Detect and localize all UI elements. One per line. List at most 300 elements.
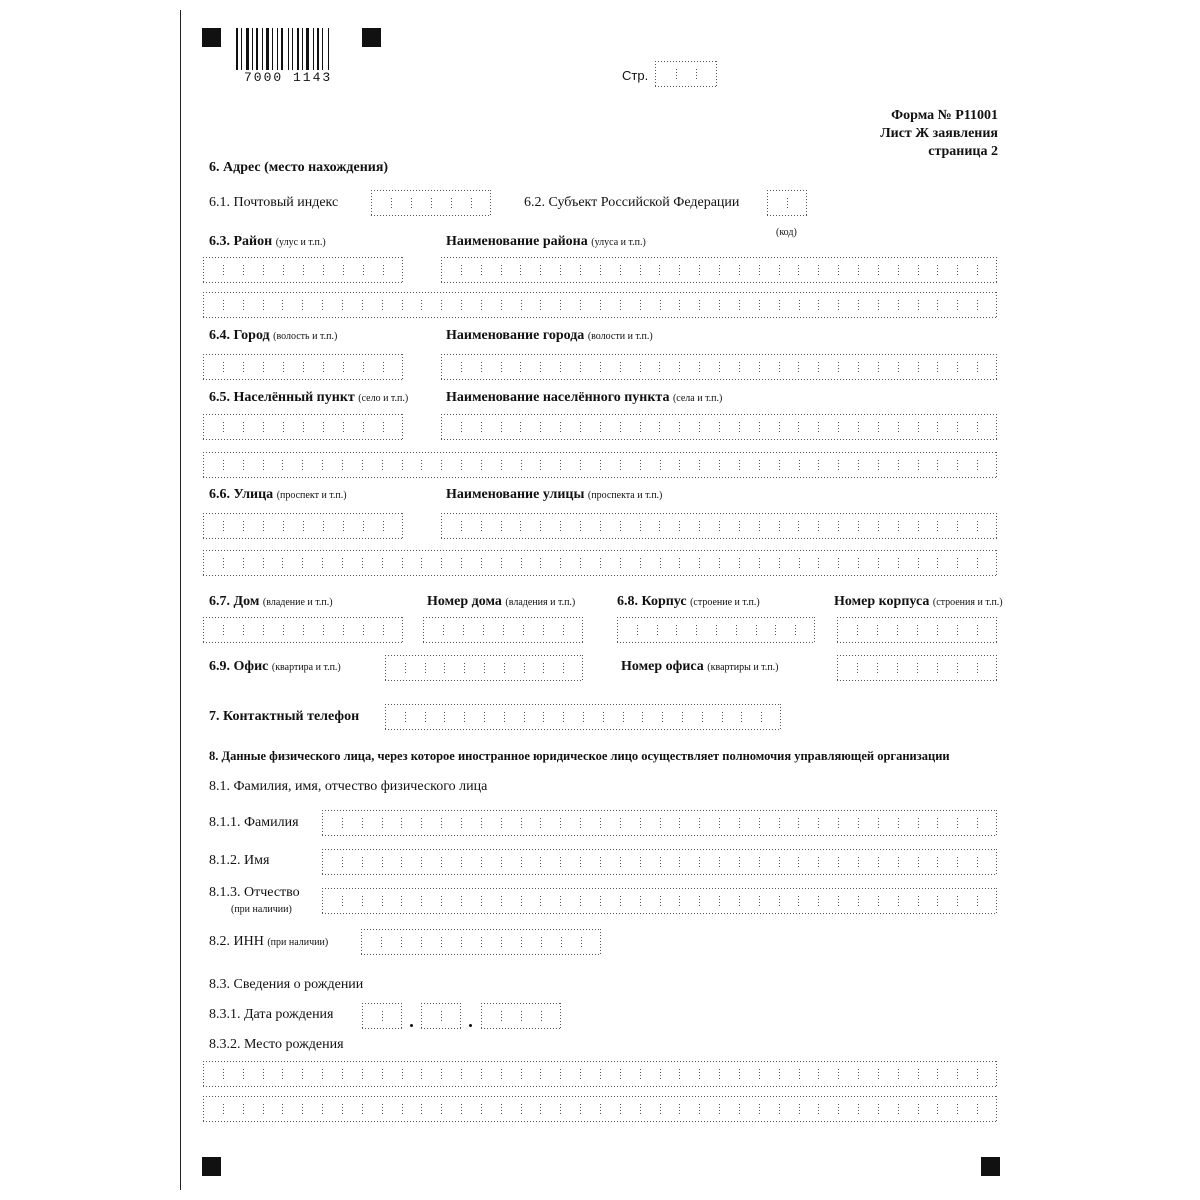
cell-divider — [779, 422, 780, 432]
cell-divider — [563, 663, 564, 673]
cell-divider — [382, 558, 383, 568]
district-type-field[interactable] — [203, 257, 403, 283]
cell-divider — [799, 460, 800, 470]
cell-divider — [679, 857, 680, 867]
cell-divider — [263, 1104, 264, 1114]
cell-divider — [461, 422, 462, 432]
cell-divider — [798, 818, 799, 828]
section-6-title: 6. Адрес (место нахождения) — [209, 160, 389, 175]
house-type-field[interactable] — [203, 617, 403, 643]
cell-divider — [461, 937, 462, 947]
building-type-field[interactable] — [617, 617, 815, 643]
cell-divider — [775, 625, 776, 635]
cell-divider — [560, 265, 561, 275]
cell-divider — [501, 460, 502, 470]
patronymic-field[interactable] — [322, 888, 997, 914]
cell-divider — [421, 896, 422, 906]
inn-field[interactable] — [361, 929, 601, 955]
cell-divider — [977, 362, 978, 372]
cell-divider — [322, 1104, 323, 1114]
cell-divider — [580, 460, 581, 470]
settlement-name-field-1[interactable] — [441, 414, 997, 440]
cell-divider — [878, 1104, 879, 1114]
cell-divider — [243, 521, 244, 531]
cell-divider — [263, 1069, 264, 1079]
building-label-text: 6.8. Корпус — [617, 594, 687, 609]
barcode-bar — [252, 28, 253, 70]
patronymic-note: (при наличии) — [231, 904, 292, 915]
cell-divider — [580, 1104, 581, 1114]
surname-label: 8.1.1. Фамилия — [209, 815, 299, 830]
cell-divider — [603, 712, 604, 722]
cell-divider — [421, 857, 422, 867]
cell-divider — [838, 896, 839, 906]
cell-divider — [957, 1104, 958, 1114]
cell-divider — [878, 362, 879, 372]
cell-divider — [858, 300, 859, 310]
cell-divider — [719, 362, 720, 372]
cell-divider — [521, 818, 522, 828]
section-8-title: 8. Данные физического лица, через которое иностранное юридическое лицо осуществляет полномочия управляющей организации — [209, 749, 950, 763]
cell-divider — [759, 1104, 760, 1114]
cell-divider — [540, 1069, 541, 1079]
barcode-bar — [256, 28, 258, 70]
cell-divider — [696, 625, 697, 635]
cell-divider — [642, 712, 643, 722]
cell-divider — [858, 558, 859, 568]
cell-divider — [243, 1104, 244, 1114]
district-name-field-2[interactable] — [203, 292, 997, 318]
cell-divider — [858, 1069, 859, 1079]
cell-divider — [878, 265, 879, 275]
cell-divider — [461, 1104, 462, 1114]
cell-divider — [501, 362, 502, 372]
cell-divider — [676, 625, 677, 635]
cell-divider — [878, 558, 879, 568]
cell-divider — [957, 896, 958, 906]
registration-marker-bottom-left — [202, 1157, 221, 1176]
cell-divider — [464, 712, 465, 722]
cell-divider — [580, 521, 581, 531]
cell-divider — [857, 663, 858, 673]
barcode-bar — [328, 28, 329, 70]
cell-divider — [391, 198, 392, 208]
cell-divider — [401, 896, 402, 906]
phone-label: 7. Контактный телефон — [209, 709, 360, 724]
cell-divider — [383, 422, 384, 432]
cell-divider — [282, 558, 283, 568]
cell-divider — [223, 460, 224, 470]
cell-divider — [719, 1069, 720, 1079]
cell-divider — [401, 937, 402, 947]
cell-divider — [898, 896, 899, 906]
cell-divider — [263, 362, 264, 372]
cell-divider — [739, 857, 740, 867]
cell-divider — [798, 857, 799, 867]
cell-divider — [382, 818, 383, 828]
cell-divider — [481, 362, 482, 372]
cell-divider — [600, 265, 601, 275]
cell-divider — [382, 1011, 383, 1021]
cell-divider — [838, 857, 839, 867]
cell-divider — [540, 818, 541, 828]
cell-divider — [283, 362, 284, 372]
cell-divider — [878, 1069, 879, 1079]
cell-divider — [421, 558, 422, 568]
barcode-bar — [281, 28, 283, 70]
cell-divider — [600, 422, 601, 432]
cell-divider — [580, 896, 581, 906]
cell-divider — [441, 1104, 442, 1114]
cell-divider — [779, 896, 780, 906]
cell-divider — [283, 625, 284, 635]
cell-divider — [342, 1104, 343, 1114]
street-type-field[interactable] — [203, 513, 403, 539]
cell-divider — [659, 422, 660, 432]
cell-divider — [798, 521, 799, 531]
cell-divider — [583, 712, 584, 722]
cell-divider — [263, 625, 264, 635]
cell-divider — [540, 422, 541, 432]
building-note: (строение и т.п.) — [690, 597, 760, 608]
cell-divider — [363, 625, 364, 635]
cell-divider — [977, 1104, 978, 1114]
cell-divider — [659, 362, 660, 372]
cell-divider — [580, 857, 581, 867]
page-margin-line — [180, 10, 181, 1190]
cell-divider — [977, 818, 978, 828]
cell-divider — [521, 460, 522, 470]
district-name-field-1[interactable] — [441, 257, 997, 283]
cell-divider — [501, 1069, 502, 1079]
cell-divider — [600, 857, 601, 867]
first-name-field[interactable] — [322, 849, 997, 875]
cell-divider — [779, 265, 780, 275]
cell-divider — [719, 857, 720, 867]
cell-divider — [362, 300, 363, 310]
birth-date-label: 8.3.1. Дата рождения — [209, 1007, 334, 1022]
cell-divider — [759, 558, 760, 568]
cell-divider — [699, 521, 700, 531]
cell-divider — [620, 362, 621, 372]
cell-divider — [977, 857, 978, 867]
house-label — [209, 594, 333, 611]
city-name-label — [446, 328, 653, 345]
cell-divider — [620, 300, 621, 310]
cell-divider — [283, 265, 284, 275]
cell-divider — [858, 265, 859, 275]
cell-divider — [918, 896, 919, 906]
cell-divider — [682, 712, 683, 722]
office-number-field[interactable] — [837, 655, 997, 681]
settlement-name-text: Наименование населённого пункта — [446, 390, 670, 405]
birth-place-field-1[interactable] — [203, 1061, 997, 1087]
street-name-field-2[interactable] — [203, 550, 997, 576]
cell-divider — [640, 558, 641, 568]
cell-divider — [540, 1104, 541, 1114]
cell-divider — [323, 362, 324, 372]
cell-divider — [659, 521, 660, 531]
cell-divider — [679, 896, 680, 906]
cell-divider — [878, 300, 879, 310]
cell-divider — [722, 712, 723, 722]
cell-divider — [441, 857, 442, 867]
cell-divider — [660, 1069, 661, 1079]
cell-divider — [818, 1069, 819, 1079]
office-label — [209, 659, 341, 676]
cell-divider — [382, 896, 383, 906]
cell-divider — [937, 558, 938, 568]
cell-divider — [600, 818, 601, 828]
cell-divider — [540, 896, 541, 906]
settlement-label — [209, 390, 408, 407]
street-name-field-1[interactable] — [441, 513, 997, 539]
registration-marker-top-left — [202, 28, 221, 47]
cell-divider — [898, 422, 899, 432]
cell-divider — [223, 521, 224, 531]
cell-divider — [600, 1069, 601, 1079]
cell-divider — [917, 625, 918, 635]
cell-divider — [957, 1069, 958, 1079]
cell-divider — [699, 818, 700, 828]
cell-divider — [779, 558, 780, 568]
cell-divider — [441, 1011, 442, 1021]
cell-divider — [540, 857, 541, 867]
cell-divider — [937, 1069, 938, 1079]
cell-divider — [401, 818, 402, 828]
cell-divider — [937, 460, 938, 470]
cell-divider — [857, 625, 858, 635]
cell-divider — [441, 896, 442, 906]
cell-divider — [441, 818, 442, 828]
cell-divider — [739, 265, 740, 275]
cell-divider — [342, 558, 343, 568]
cell-divider — [918, 1104, 919, 1114]
cell-divider — [858, 896, 859, 906]
cell-divider — [719, 1104, 720, 1114]
cell-divider — [620, 558, 621, 568]
cell-divider — [363, 422, 364, 432]
cell-divider — [451, 198, 452, 208]
cell-divider — [898, 558, 899, 568]
barcode-bar — [297, 28, 299, 70]
cell-divider — [223, 1104, 224, 1114]
cell-divider — [620, 521, 621, 531]
cell-divider — [898, 818, 899, 828]
patronymic-label: 8.1.3. Отчество — [209, 885, 300, 900]
settlement-name-field-2[interactable] — [203, 452, 997, 478]
cell-divider — [957, 857, 958, 867]
cell-divider — [342, 896, 343, 906]
cell-divider — [937, 300, 938, 310]
office-label-text: 6.9. Офис — [209, 659, 269, 674]
birth-day-field[interactable] — [362, 1003, 402, 1029]
cell-divider — [600, 896, 601, 906]
cell-divider — [322, 558, 323, 568]
cell-divider — [362, 460, 363, 470]
cell-divider — [739, 896, 740, 906]
cell-divider — [521, 558, 522, 568]
settlement-type-field[interactable] — [203, 414, 403, 440]
cell-divider — [679, 422, 680, 432]
cell-divider — [719, 896, 720, 906]
cell-divider — [977, 558, 978, 568]
phone-field[interactable] — [385, 704, 781, 730]
page-number-field[interactable] — [655, 61, 717, 87]
city-name-field[interactable] — [441, 354, 997, 380]
cell-divider — [818, 422, 819, 432]
cell-divider — [759, 300, 760, 310]
city-note: (волость и т.п.) — [273, 331, 338, 342]
cell-divider — [937, 265, 938, 275]
cell-divider — [878, 460, 879, 470]
inn-label-text: 8.2. ИНН — [209, 934, 264, 949]
cell-divider — [877, 625, 878, 635]
cell-divider — [481, 857, 482, 867]
cell-divider — [481, 265, 482, 275]
cell-divider — [878, 896, 879, 906]
cell-divider — [560, 460, 561, 470]
cell-divider — [640, 857, 641, 867]
street-label-text: 6.6. Улица — [209, 487, 274, 502]
cell-divider — [699, 857, 700, 867]
office-type-field[interactable] — [385, 655, 583, 681]
house-number-field[interactable] — [423, 617, 583, 643]
cell-divider — [302, 1104, 303, 1114]
fio-heading: 8.1. Фамилия, имя, отчество физического лица — [209, 779, 488, 794]
cell-divider — [402, 1104, 403, 1114]
cell-divider — [431, 198, 432, 208]
cell-divider — [779, 1069, 780, 1079]
cell-divider — [263, 300, 264, 310]
cell-divider — [620, 1104, 621, 1114]
cell-divider — [957, 265, 958, 275]
cell-divider — [441, 1069, 442, 1079]
cell-divider — [699, 1069, 700, 1079]
federal-subject-label: 6.2. Субъект Российской Федерации — [524, 195, 740, 210]
cell-divider — [223, 265, 224, 275]
cell-divider — [957, 625, 958, 635]
cell-divider — [243, 422, 244, 432]
cell-divider — [263, 265, 264, 275]
cell-divider — [540, 521, 541, 531]
cell-divider — [581, 937, 582, 947]
cell-divider — [282, 460, 283, 470]
cell-divider — [541, 1011, 542, 1021]
building-number-field[interactable] — [837, 617, 997, 643]
cell-divider — [679, 362, 680, 372]
district-name-label — [446, 234, 646, 251]
cell-divider — [243, 625, 244, 635]
cell-divider — [401, 857, 402, 867]
birth-place-field-2[interactable] — [203, 1096, 997, 1122]
cell-divider — [957, 558, 958, 568]
surname-field[interactable] — [322, 810, 997, 836]
cell-divider — [736, 625, 737, 635]
cell-divider — [243, 460, 244, 470]
cell-divider — [441, 300, 442, 310]
cell-divider — [818, 460, 819, 470]
birth-month-field[interactable] — [421, 1003, 461, 1029]
cell-divider — [283, 521, 284, 531]
cell-divider — [977, 460, 978, 470]
building-number-note: (строения и т.п.) — [932, 597, 1003, 608]
city-type-field[interactable] — [203, 354, 403, 380]
city-label — [209, 328, 337, 345]
cell-divider — [898, 521, 899, 531]
cell-divider — [402, 1069, 403, 1079]
postal-code-field[interactable] — [371, 190, 491, 216]
cell-divider — [323, 265, 324, 275]
cell-divider — [243, 265, 244, 275]
cell-divider — [878, 521, 879, 531]
cell-divider — [402, 460, 403, 470]
cell-divider — [937, 857, 938, 867]
cell-divider — [620, 265, 621, 275]
federal-subject-field[interactable] — [767, 190, 807, 216]
cell-divider — [302, 1069, 303, 1079]
cell-divider — [461, 521, 462, 531]
cell-divider — [759, 896, 760, 906]
cell-divider — [600, 460, 601, 470]
cell-divider — [858, 362, 859, 372]
cell-divider — [343, 625, 344, 635]
cell-divider — [739, 818, 740, 828]
cell-divider — [719, 818, 720, 828]
cell-divider — [795, 625, 796, 635]
cell-divider — [243, 300, 244, 310]
cell-divider — [342, 857, 343, 867]
barcode-bar — [322, 28, 323, 70]
cell-divider — [798, 265, 799, 275]
birth-year-field[interactable] — [481, 1003, 561, 1029]
cell-divider — [343, 265, 344, 275]
cell-divider — [779, 818, 780, 828]
cell-divider — [957, 663, 958, 673]
cell-divider — [382, 460, 383, 470]
cell-divider — [425, 663, 426, 673]
cell-divider — [897, 663, 898, 673]
building-number-label — [834, 594, 1003, 611]
cell-divider — [620, 896, 621, 906]
cell-divider — [421, 1104, 422, 1114]
cell-divider — [580, 300, 581, 310]
cell-divider — [937, 818, 938, 828]
cell-divider — [937, 1104, 938, 1114]
barcode-bar — [236, 28, 238, 70]
cell-divider — [818, 300, 819, 310]
cell-divider — [382, 1104, 383, 1114]
cell-divider — [679, 300, 680, 310]
city-name-note: (волости и т.п.) — [587, 331, 653, 342]
cell-divider — [659, 265, 660, 275]
inn-note: (при наличии) — [267, 937, 329, 948]
cell-divider — [520, 265, 521, 275]
barcode-bar — [262, 28, 263, 70]
cell-divider — [501, 265, 502, 275]
cell-divider — [263, 460, 264, 470]
cell-divider — [779, 1104, 780, 1114]
cell-divider — [561, 937, 562, 947]
cell-divider — [580, 362, 581, 372]
cell-divider — [818, 1104, 819, 1114]
cell-divider — [918, 558, 919, 568]
cell-divider — [362, 857, 363, 867]
cell-divider — [818, 558, 819, 568]
cell-divider — [600, 300, 601, 310]
cell-divider — [580, 818, 581, 828]
cell-divider — [543, 712, 544, 722]
